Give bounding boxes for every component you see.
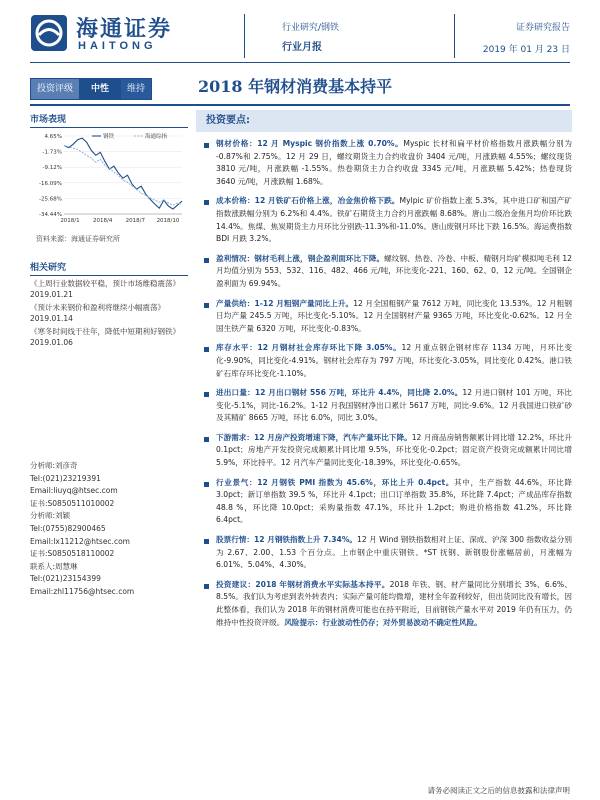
key-point-body: 螺纹钢、热卷、冷卷、中板、精钢月均矿模拟吨毛利 12 月均值分别为 553、532、116、482、466 元/吨，环比变化-221、160、62、0、12 元/吨。全国钢企盈利面为 69.94%。 bbox=[216, 253, 573, 288]
key-point-body: Mylpic 矿价指数上涨 5.3%，其中进口矿和国产矿指数涨跌幅分别为 6.2%和 4.4%。铁矿石期货主力合约月涨跌幅 8.68%。唐山二级冶金焦月均价环比跌 14.4%。焦煤、焦炭期货主力月环比分别跌-11.3%和-11.0%。唐山废钢月环比下跌 16.5%。海运费指数 BDI 月跌 3.2%。 bbox=[216, 196, 572, 244]
key-point-lead: 进出口量：12 月出口钢材 556 万吨，环比升 4.4%，同比降 2.0%。 bbox=[216, 388, 463, 398]
header-rule bbox=[30, 62, 570, 63]
key-point-body: 12 月商品房销售额累计同比增 12.2%，环比升 0.1pct；房地产开发投资完成额累计同比增 9.5%，环比变化-0.2pct；固定资产投资完成额累计同比增 5.9%，环比持平。12 月汽车产量同比变化-18.39%，环比变化-0.65%。 bbox=[216, 432, 572, 468]
series-line-composite bbox=[64, 145, 182, 205]
section-rule bbox=[30, 127, 188, 128]
related-item[interactable] bbox=[30, 278, 188, 300]
bullet-icon bbox=[204, 200, 209, 205]
key-point-lead: 产量供给：1-12 月粗钢产量同比上升。 bbox=[216, 298, 354, 308]
key-point bbox=[196, 138, 572, 188]
analyst-contacts bbox=[30, 460, 188, 599]
legend-label: 钢铁 bbox=[103, 134, 115, 140]
related-heading: 相关研究 bbox=[30, 263, 67, 273]
bullet-icon bbox=[204, 347, 209, 352]
related-item[interactable] bbox=[30, 302, 188, 324]
related-item[interactable] bbox=[30, 326, 188, 348]
bullet-icon bbox=[204, 482, 209, 487]
key-point-body: Myspic 长材和扁平材价格指数月涨跌幅分别为 -0.87%和 2.75%。12 月 29 日，螺纹期货主力合约收盘价 3404 元/吨，月涨跌幅 4.55%；螺纹现货 3810 元/吨，月涨跌幅 -1.55%。热卷期货主力合约收盘 3345 元/吨，月涨跌幅 5.42%；热卷现货 3640 元/吨，月涨跌幅 1.68%。 bbox=[216, 139, 572, 186]
analyst-name: 分析师:刘彦奇 bbox=[30, 461, 78, 470]
x-tick-label: 2018/7 bbox=[125, 218, 146, 224]
key-points-section bbox=[196, 110, 572, 636]
key-point bbox=[196, 195, 572, 245]
key-point-lead: 成本价格：12 月铁矿石价格上涨，冶金焦价格下跌。 bbox=[216, 196, 400, 206]
rating-label: 投资评级 bbox=[31, 79, 79, 99]
key-point-body: 其中，生产指数 44.6%，环比降 3.0pct；新订单指数 39.5 %，环比升 4.1pct；出口订单指数 35.8%，环比降 7.4pct；产成品库存指数 48.8 %，环比降 10.0pct；采购量指数 47.1%，环比升 1.2pct；购进价格指数 41.2%，环比降 6.4pct。 bbox=[216, 477, 572, 525]
key-points-list bbox=[196, 138, 572, 629]
key-point bbox=[196, 579, 572, 629]
risk-text: 行业波动性仍存；对外贸易波动不确定性风险。 bbox=[322, 617, 482, 627]
logo-text-cn: 海通证券 bbox=[76, 16, 173, 42]
chart-source: 资料来源：海通证券研究所 bbox=[36, 235, 120, 243]
haitong-logo-icon bbox=[30, 14, 68, 52]
legend-label: 海通综指 bbox=[145, 134, 168, 140]
key-point-body: 12 月 Wind 钢铁指数相对上证、深成、沪深 300 指数收益分别为 2.67、2.00、1.53 个百分点。上市钢企中重庆钢铁、*ST 抚钢、新钢股份涨幅居前，月涨幅为 6.01%、5.04%、4.30%。 bbox=[216, 535, 573, 570]
report-label: 证券研究报告 bbox=[515, 23, 570, 33]
related-title: 《寒冬时间线于往年，降低中短期利好钢铁》 bbox=[30, 327, 180, 336]
title-rule bbox=[30, 104, 570, 106]
contact-name: 联系人:周慧琳 bbox=[30, 561, 78, 571]
header-divider bbox=[454, 14, 455, 58]
bullet-icon bbox=[204, 143, 209, 148]
y-tick-label: -1.73% bbox=[42, 149, 62, 156]
key-point-lead: 下游需求：12 月房产投资增速下降，汽车产量环比下降。 bbox=[216, 432, 412, 442]
analyst-name: 分析师:刘颖 bbox=[30, 511, 71, 521]
contact-email[interactable]: Email:zhl11756@htsec.com bbox=[30, 586, 135, 596]
y-tick-label: -25.68% bbox=[39, 196, 62, 203]
key-point-lead: 投资建议：2018 年钢材消费水平实际基本持平。 bbox=[216, 579, 390, 589]
key-point bbox=[196, 387, 572, 425]
bullet-icon bbox=[204, 392, 209, 397]
key-point bbox=[196, 432, 572, 470]
rating-change: 维持 bbox=[121, 79, 151, 99]
investment-rating bbox=[30, 78, 152, 100]
market-performance-chart bbox=[30, 130, 188, 228]
analyst-tel: Tel:(021)23219391 bbox=[30, 473, 101, 483]
key-point bbox=[196, 534, 572, 572]
section-rule bbox=[30, 275, 188, 276]
key-point-lead: 盈利情况：钢材毛利上涨，钢企盈利面环比下降。 bbox=[216, 253, 385, 263]
key-point bbox=[196, 477, 572, 527]
page-header bbox=[0, 0, 600, 64]
header-divider bbox=[244, 14, 245, 58]
key-point bbox=[196, 253, 572, 291]
related-research bbox=[30, 256, 188, 348]
key-points-heading: 投资要点: bbox=[196, 110, 572, 132]
key-point-body: 12 月进口钢材 101 万吨，环比变化-5.1%，同比-16.2%。1-12 月我国钢材净出口累计 5617 万吨，同比-9.6%。12 月我国进口铁矿砂及其精矿 8665 万吨，环比 6.0%，同比 3.0%。 bbox=[216, 388, 572, 423]
analyst-cert: 证书:S0850511010002 bbox=[30, 498, 115, 508]
y-tick-label: -16.09% bbox=[39, 180, 62, 187]
report-type: 行业月报 bbox=[282, 42, 322, 53]
related-date: 2019.01.06 bbox=[30, 338, 73, 347]
bullet-icon bbox=[204, 437, 209, 442]
market-section bbox=[30, 108, 188, 128]
key-point-lead: 行业景气：12 月钢铁 PMI 指数为 45.6%，环比上升 0.4pct。 bbox=[216, 477, 455, 487]
logo-text-en: HAITONG bbox=[78, 40, 157, 52]
bullet-icon bbox=[204, 584, 209, 589]
y-tick-label: -34.44% bbox=[39, 212, 62, 218]
x-tick-label: 2018/1 bbox=[60, 218, 80, 224]
y-tick-label: -9.12% bbox=[42, 165, 62, 172]
key-point-body: 12 月重点钢企钢材库存 1134 万吨，月环比变化-9.90%，同比变化-4.91%。钢材社会库存为 797 万吨，环比变化-3.05%，同比变化 0.42%。港口铁矿石库存环比变化-1.10%。 bbox=[216, 343, 573, 378]
x-tick-label: 2018/4 bbox=[92, 218, 113, 224]
x-tick-label: 2018/10 bbox=[156, 218, 180, 224]
analyst-email[interactable]: Email:lx11212@htsec.com bbox=[30, 536, 130, 546]
contact-tel: Tel:(021)23154399 bbox=[30, 574, 101, 584]
analyst-cert: 证书:S0850518110002 bbox=[30, 549, 115, 559]
key-point-body: 12 月全国粗钢产量 7612 万吨，同比变化 13.53%。12 月粗钢日均产量 245.5 万吨，环比变化-5.10%。12 月全国钢材产量 9365 万吨，环比变化-0.62%。12 月全国生铁产量 6320 万吨，环比变化-0.83%。 bbox=[216, 298, 572, 333]
report-title: 2018 年钢材消费基本持平 bbox=[198, 77, 393, 96]
report-category: 行业研究/钢铁 bbox=[282, 23, 340, 33]
market-chart-svg bbox=[30, 130, 188, 228]
related-title: 《上周行业数据较平稳，预计市场维稳震荡》 bbox=[30, 279, 180, 288]
related-date: 2019.01.14 bbox=[30, 314, 73, 323]
key-point-lead: 股票行情：12 月钢铁指数上升 7.34%。 bbox=[216, 535, 358, 545]
disclaimer-footer: 请务必阅读正文之后的信息披露和法律声明 bbox=[427, 786, 570, 795]
y-tick-label: 4.65% bbox=[44, 134, 62, 140]
bullet-icon bbox=[204, 303, 209, 308]
related-date: 2019.01.21 bbox=[30, 290, 73, 299]
key-point bbox=[196, 342, 572, 380]
market-heading: 市场表现 bbox=[30, 115, 67, 125]
bullet-icon bbox=[204, 258, 209, 263]
rating-value: 中性 bbox=[79, 79, 121, 99]
key-point bbox=[196, 298, 572, 336]
key-point-lead: 钢材价格：12 月 Myspic 钢价指数上涨 0.70%。 bbox=[216, 139, 404, 148]
analyst-tel: Tel:(0755)82900465 bbox=[30, 523, 106, 533]
risk-label: 风险提示： bbox=[284, 617, 323, 627]
related-title: 《预计未来钢价和盈利将继续小幅震荡》 bbox=[30, 303, 165, 312]
analyst-email[interactable]: Email:liuyq@htsec.com bbox=[30, 486, 118, 496]
bullet-icon bbox=[204, 539, 209, 544]
key-point-lead: 库存水平：12 月钢材社会库存环比下降 3.05%。 bbox=[216, 343, 402, 353]
report-date: 2019 年 01 月 23 日 bbox=[482, 45, 570, 55]
key-point-body: 2018 年铁、钢、材产量同比分别增长 3%、6.6%、8.5%。我们认为考虑到表外转表内；实际产量可能均微增，建材全年盈利较好，但出货同比没有增长，因此整体看，我们认为 2018 年的钢材消费可能也在持平附近，目前钢铁产量水平对 2019 年仍有压力，仍维持中性投资评级。 bbox=[216, 579, 572, 627]
